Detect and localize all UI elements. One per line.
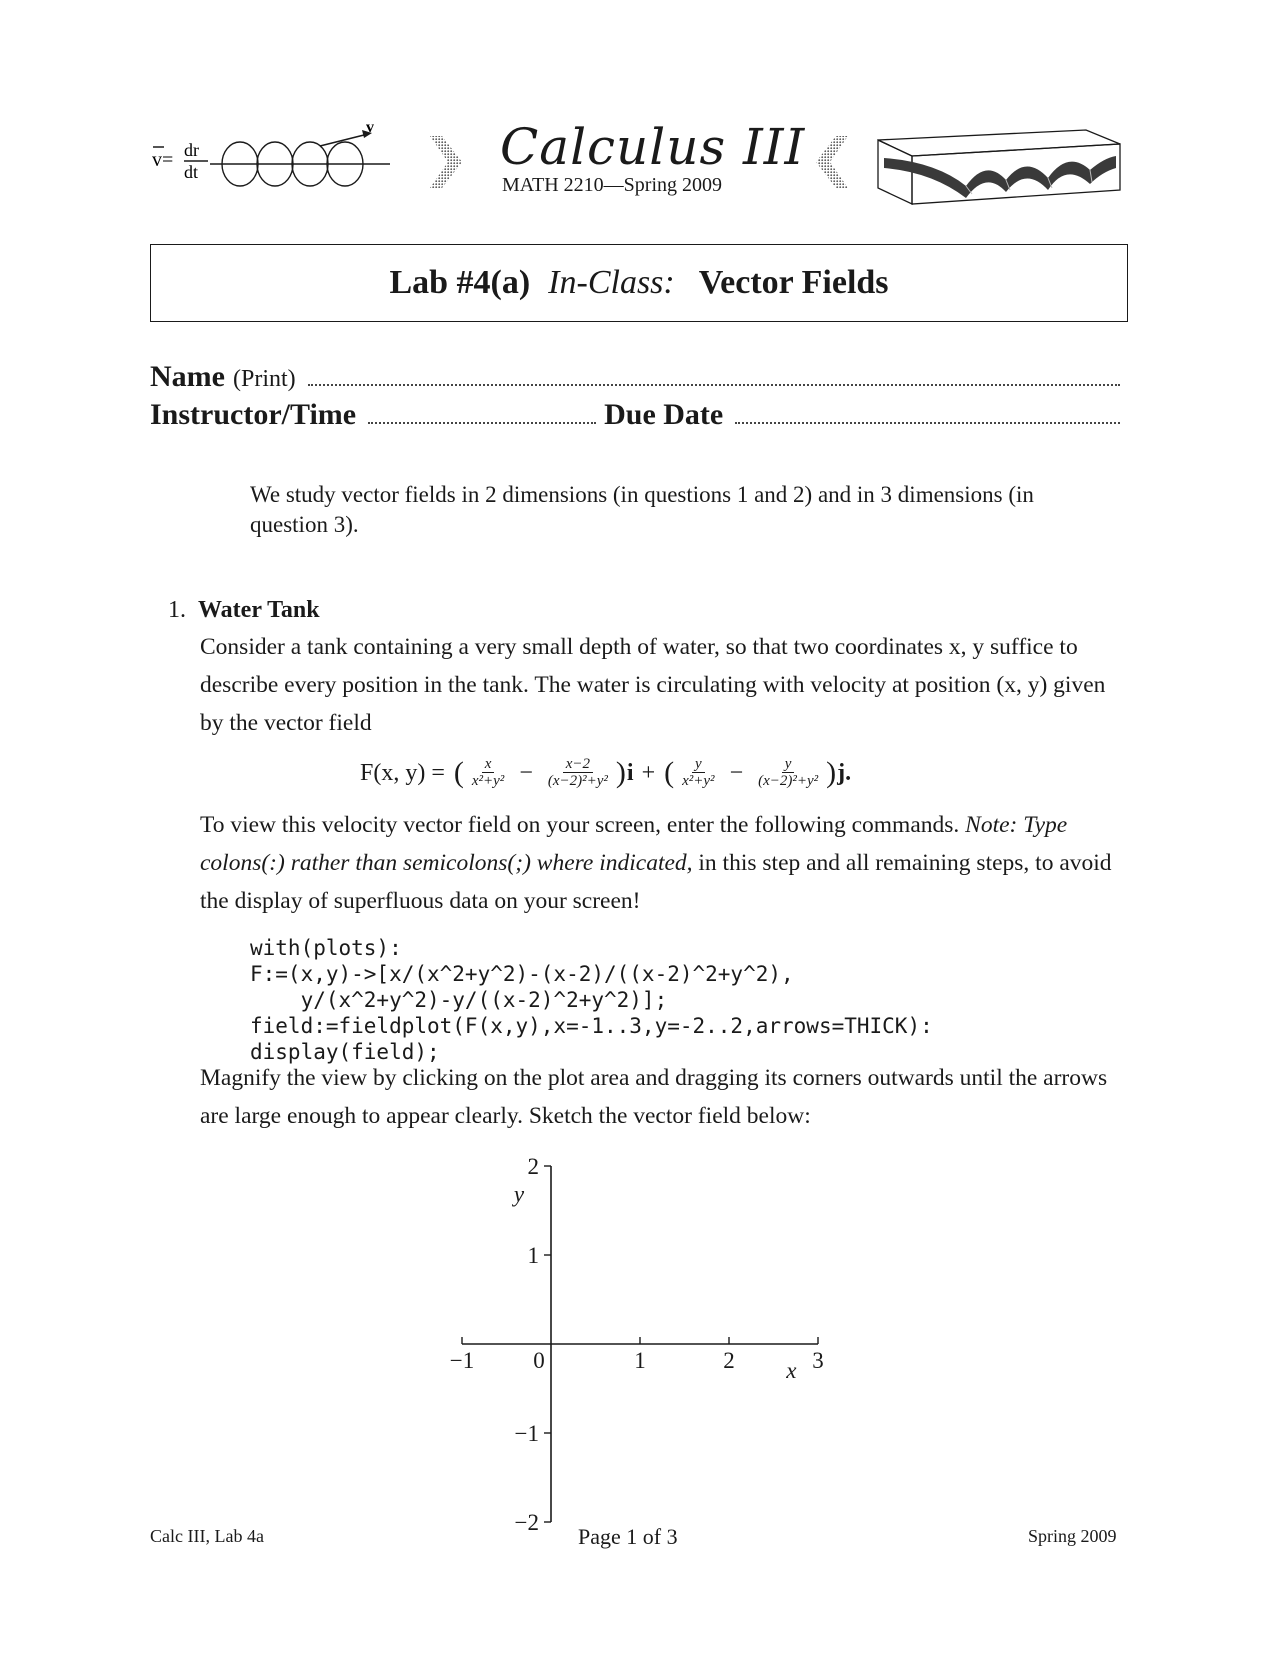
sketch-axes-svg[interactable] xyxy=(420,1140,860,1540)
chevron-left-icon xyxy=(812,132,852,196)
x-tick-label: 0 xyxy=(533,1348,545,1373)
equation-lhs: F(x, y) = xyxy=(360,759,445,786)
header-logo-left xyxy=(150,118,400,198)
x-tick-label: 3 xyxy=(812,1348,824,1373)
x-tick-label: 1 xyxy=(634,1348,646,1373)
instructor-label: Instructor/Time xyxy=(150,398,357,431)
lab-number: Lab #4(a) xyxy=(389,264,531,301)
instructor-field[interactable] xyxy=(368,422,596,424)
unit-vector-i: i xyxy=(626,759,634,786)
question-1-paragraph-3: Magnify the view by clicking on the plot area and dragging its corners outwards until the arrows are large enough to appear clearly. Sketch the vector field below: xyxy=(200,1065,1108,1129)
y-axis-label: y xyxy=(513,1181,525,1207)
lab-title-box xyxy=(150,244,1128,322)
y-tick-label: 2 xyxy=(527,1154,539,1179)
surface-plot-icon xyxy=(876,128,1122,208)
question-1-paragraph-1: Consider a tank containing a very small depth of water, so that two coordinates x, y suffice to describe every position in the tank. The water is circulating with velocity at position (x, y) given by the vector field xyxy=(200,634,1106,736)
name-line xyxy=(150,360,1128,394)
lab-topic: Vector Fields xyxy=(698,264,889,301)
fraction-4: $\frac{y}{\text{(x−2)²+y²}}$ xyxy=(758,756,819,789)
lab-kind: In-Class: xyxy=(548,264,675,301)
vector-field-equation: F(x, y) = ( $\frac{x}{\text{x²+y²}}$ − $\frac{x-2}{\text{(x−2)²+y²}}$ ) i + ( $\frac{y}{\text{x²+y²}}$ − $\frac{y}{\text{(x−2)²+y²}}$ ) j. xyxy=(360,756,852,789)
due-date-label: Due Date xyxy=(604,398,724,431)
y-tick-label: −1 xyxy=(514,1421,539,1446)
name-hint: (Print) xyxy=(232,366,296,392)
x-tick-label: 2 xyxy=(723,1348,735,1373)
y-tick-label: −2 xyxy=(514,1510,539,1535)
svg-text:v: v xyxy=(366,119,374,136)
intro-paragraph: We study vector fields in 2 dimensions (in questions 1 and 2) and in 3 dimensions (in question 3). xyxy=(250,482,1034,537)
fraction-2: $\frac{x-2}{\text{(x−2)²+y²}}$ xyxy=(547,756,608,789)
fraction-1: $\frac{x}{\text{x²+y²}}$ xyxy=(471,756,505,789)
unit-vector-j: j. xyxy=(837,759,852,786)
name-field[interactable] xyxy=(308,384,1120,386)
question-title: Water Tank xyxy=(198,597,320,623)
fraction-3: $\frac{y}{\text{x²+y²}}$ xyxy=(682,756,715,789)
x-axis-label: x xyxy=(786,1358,797,1383)
footer-page-number: Page 1 of 3 xyxy=(578,1524,678,1549)
surface-plot-logo xyxy=(876,128,1122,212)
chevron-right-icon xyxy=(426,132,466,196)
question-1-heading xyxy=(168,597,320,624)
question-1-paragraph-2: To view this velocity vector field on your screen, enter the following commands. Note: Type colons(:) rather than semicolons(;) where indicated, in this step and all remaining steps, to avoid the display of superfluous data on your screen! xyxy=(200,812,1112,914)
note-text: Note: Type colons(:) rather than semicolons(;) where indicated, xyxy=(200,812,1068,876)
name-label: Name xyxy=(150,360,225,393)
course-title: Calculus III xyxy=(500,118,806,176)
course-subtitle: MATH 2210—Spring 2009 xyxy=(502,174,723,196)
sketch-plot[interactable] xyxy=(420,1140,860,1544)
svg-text:v=: v= xyxy=(152,149,174,171)
helix-logo-icon xyxy=(150,118,400,198)
x-tick-label: −1 xyxy=(449,1348,475,1373)
svg-text:dt: dt xyxy=(184,162,199,182)
footer-right: Spring 2009 xyxy=(1028,1526,1117,1546)
due-date-field[interactable] xyxy=(735,422,1120,424)
question-number: 1. xyxy=(168,597,186,623)
maple-code-block: with(plots): F:=(x,y)->[x/(x^2+y^2)-(x-2)/((x-2)^2+y^2), y/(x^2+y^2)-y/((x-2)^2+y^2)]; field:=fieldplot(F(x,y),x=-1..3,y=-2..2,arrows=THICK): display(field); xyxy=(250,936,933,1064)
instructor-line xyxy=(150,398,1128,432)
footer-left: Calc III, Lab 4a xyxy=(150,1526,264,1546)
svg-text:dr: dr xyxy=(184,140,199,160)
y-tick-label: 1 xyxy=(527,1243,539,1268)
